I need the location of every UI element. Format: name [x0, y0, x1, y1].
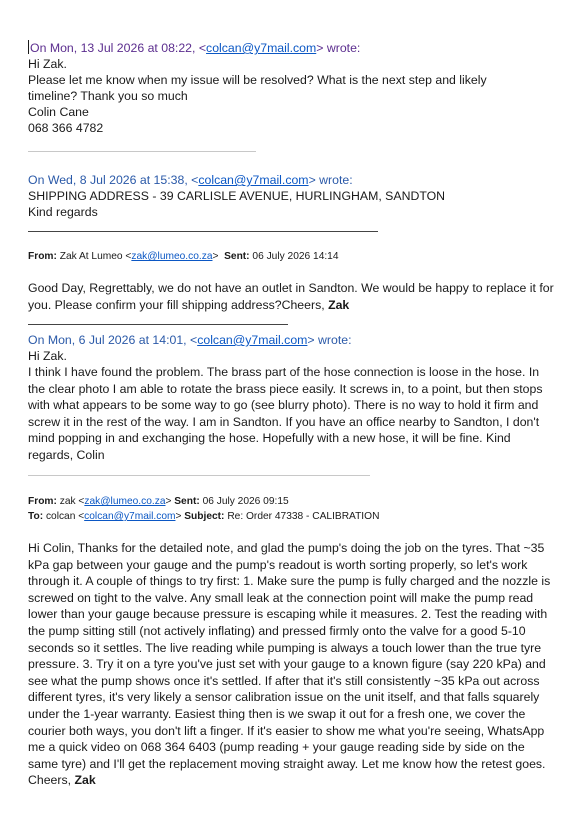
quote-block-1 — [28, 40, 550, 136]
from-email-link[interactable]: zak@lumeo.co.za — [84, 496, 166, 507]
quote-line: Colin Cane — [28, 105, 89, 119]
sent-value: 06 July 2026 14:14 — [252, 251, 339, 262]
reply-body-1: Good Day, Regrettably, we do not have an outlet in Sandton. We would be happy to replace it for you. Please confirm your fill shipping address?Cheers, Zak — [28, 281, 554, 312]
quote-line: 068 366 4782 — [28, 121, 104, 135]
subject-value: Re: Order 47338 - CALIBRATION — [227, 511, 380, 522]
quote-header-1: On Mon, 13 Jul 2026 at 08:22, <colcan@y7mail.com> wrote: — [30, 41, 361, 55]
sender-email-link[interactable]: colcan@y7mail.com — [197, 333, 308, 347]
quote-header-3: On Mon, 6 Jul 2026 at 14:01, <colcan@y7mail.com> wrote: — [28, 333, 352, 347]
quote-line: Please let me know when my issue will be resolved? What is the next step and likely — [28, 73, 487, 87]
divider — [28, 324, 288, 325]
reply-header-2: From: zak <zak@lumeo.co.za> Sent: 06 July 2026 09:15 To: colcan <colcan@y7mail.com> Subject: Re: Order 47338 - CALIBRATION — [28, 496, 380, 522]
to-label: To: — [28, 511, 44, 522]
sent-label: Sent: — [174, 496, 200, 507]
reply-body-2: Hi Colin, Thanks for the detailed note, and glad the pump's doing the job on the tyres. That ~35 kPa gap between your gauge and the pump's readout is worth sorting properly, so let's work through it. A couple of things to try first: 1. Make sure the pump is fully charged and the nozzle is screwed on tight to the valve. Any small leak at the connection point will make the pump read lower than your gauge because pressure is escaping while it measures. 2. Test the reading with the pump sitting still (not actively inflating) and pressed firmly onto the valve for a good 5-10 seconds so it settles. The live reading while pumping is always a touch lower than the true tyre pressure. 3. Try it on a tyre you've just set with your gauge to a known figure (say 220 kPa) and see what the pump shows once it's settled. If after that it's still consistently ~35 kPa out across different tyres, it's very likely a sensor calibration issue on the unit itself, and that falls squarely under the 1-year warranty. Easiest thing then is we swap it out for a fresh one, we cover the courier both ways, you don't lift a finger. If it's easier to show me what you're seeing, WhatsApp me a quick video on 068 364 6403 (pump reading + your gauge reading side by side on the same tyre) and I'll get the replacement moving straight away. Let me know how the retest goes. Cheers, Zak — [28, 541, 551, 788]
signoff: Zak — [74, 773, 96, 788]
from-name: Zak At Lumeo — [59, 251, 123, 262]
divider — [28, 151, 256, 152]
quote-greeting: Hi Zak. — [28, 349, 67, 363]
quote-line: timeline? Thank you so much — [28, 89, 188, 103]
to-name: colcan — [45, 511, 76, 522]
text-cursor — [28, 40, 29, 54]
reply-header-1: From: Zak At Lumeo <zak@lumeo.co.za> Sent: 06 July 2026 14:14 — [28, 251, 339, 262]
from-label: From: — [28, 251, 57, 262]
sent-value: 06 July 2026 09:15 — [202, 496, 289, 507]
sender-email-link[interactable]: colcan@y7mail.com — [198, 173, 309, 187]
sender-email-link[interactable]: colcan@y7mail.com — [206, 41, 317, 55]
quote-body: I think I have found the problem. The brass part of the hose connection is loose in the hose. In the clear photo I am able to rotate the brass piece easily. It screws in, to a point, but then stops with what appears to be some way to go (see blurry photo). There is no way to hold it firm and screw it in the rest of the way. I am in Sandton. If you have an office nearby to Sandton, I don't mind popping in and exchanging the hose. Hopefully with a new hose, it will be fine. Kind regards, Colin — [28, 365, 543, 462]
quote-line: Hi Zak. — [28, 57, 67, 71]
from-email-link[interactable]: zak@lumeo.co.za — [131, 251, 213, 262]
to-email-link[interactable]: colcan@y7mail.com — [84, 511, 176, 522]
subject-label: Subject: — [184, 511, 225, 522]
signoff: Zak — [328, 297, 350, 312]
sent-label: Sent: — [224, 251, 250, 262]
quote-block-3 — [28, 332, 550, 464]
quote-line: Kind regards — [28, 205, 98, 219]
from-label: From: — [28, 496, 57, 507]
divider — [28, 475, 370, 476]
from-name: zak — [59, 496, 76, 507]
quote-line: SHIPPING ADDRESS - 39 CARLISLE AVENUE, HURLINGHAM, SANDTON — [28, 189, 446, 203]
quote-header-2: On Wed, 8 Jul 2026 at 15:38, <colcan@y7mail.com> wrote: — [28, 173, 353, 187]
quote-block-2 — [28, 172, 550, 220]
divider — [28, 231, 378, 232]
